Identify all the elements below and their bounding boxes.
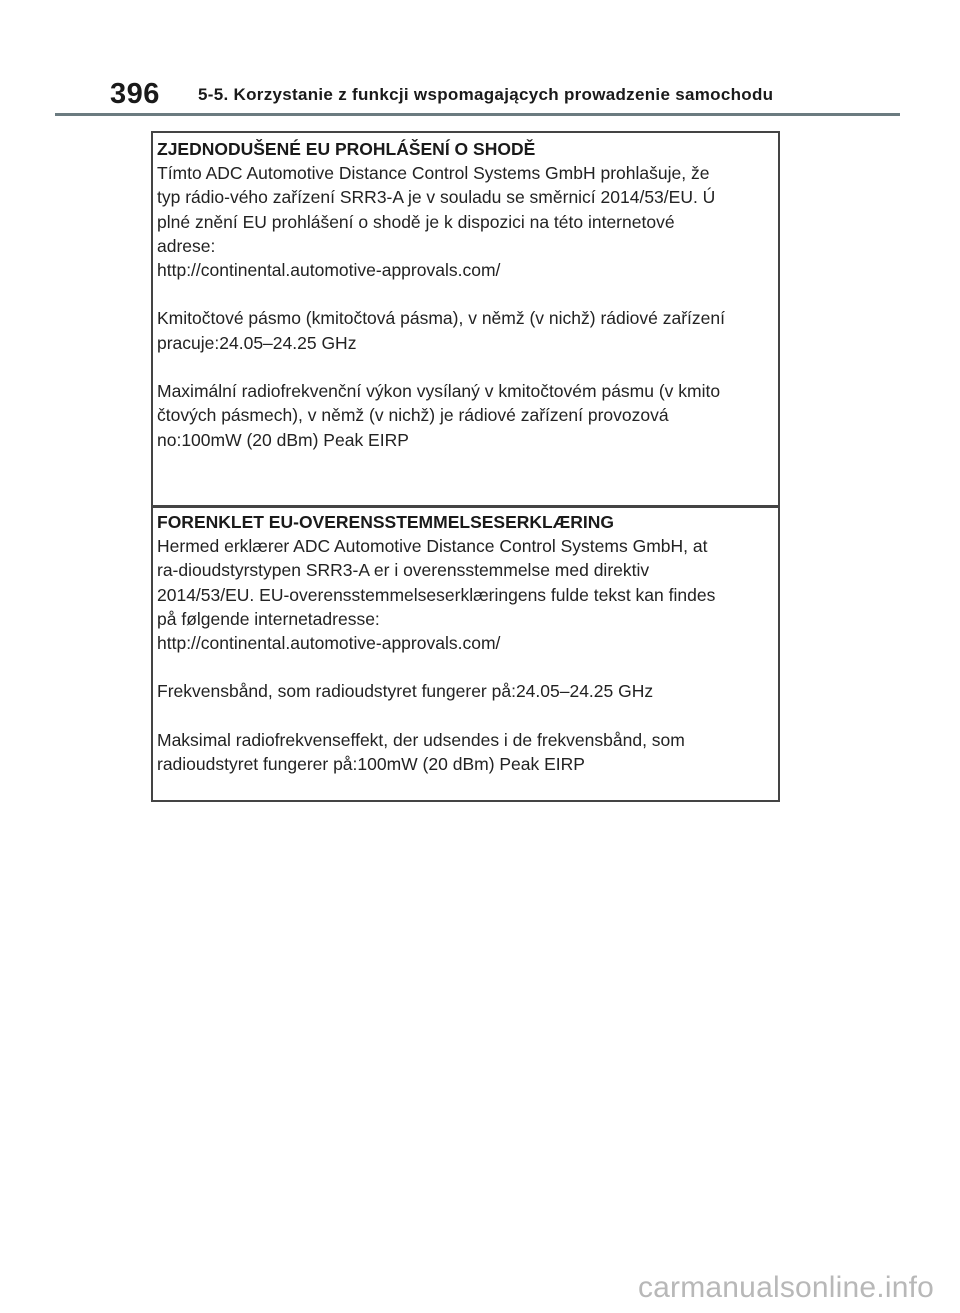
power-line: no:100mW (20 dBm) Peak EIRP xyxy=(157,429,409,450)
declaration-line: Tímto ADC Automotive Distance Control Systems GmbH prohlašuje, že xyxy=(157,163,710,183)
frequency-line: Kmitočtové pásmo (kmitočtová pásma), v němž (v nichž) rádiové zařízení xyxy=(157,308,725,329)
power-line: radioudstyret fungerer på:100mW (20 dBm) Peak EIRP xyxy=(157,754,585,775)
paragraph-spacer xyxy=(157,355,778,379)
declaration-line: adrese: xyxy=(157,235,216,256)
site-watermark: carmanualsonline.info xyxy=(637,1271,934,1304)
declaration-box-danish xyxy=(151,506,780,802)
power-line: čtových pásmech), v němž (v nichž) je rádiové zařízení provozová xyxy=(157,405,669,426)
paragraph-spacer xyxy=(157,282,778,306)
section-title: 5-5. Korzystanie z funkcji wspomagających prowadzenie samochodu xyxy=(198,85,774,104)
header-divider xyxy=(55,113,900,116)
declaration-title: FORENKLET EU-OVERENSSTEMMELSESERKLÆRING xyxy=(157,512,614,532)
declaration-line: Hermed erklærer ADC Automotive Distance Control Systems GmbH, at xyxy=(157,536,708,556)
power-line: Maksimal radiofrekvenseffekt, der udsendes i de frekvensbånd, som xyxy=(157,729,685,750)
approval-url: http://continental.automotive-approvals.com/ xyxy=(157,633,501,654)
page-number: 396 xyxy=(110,78,160,110)
declaration-line: på følgende internetadresse: xyxy=(157,608,380,629)
paragraph-spacer xyxy=(157,655,778,679)
approval-url: http://continental.automotive-approvals.com/ xyxy=(157,260,501,281)
power-line: Maximální radiofrekvenční výkon vysílaný v kmitočtovém pásmu (v kmito xyxy=(157,381,721,402)
frequency-line: pracuje:24.05–24.25 GHz xyxy=(157,332,357,353)
declaration-box-czech xyxy=(151,131,780,507)
frequency-line: Frekvensbånd, som radioudstyret fungerer på:24.05–24.25 GHz xyxy=(157,681,654,702)
declaration-line: ra-dioudstyrstypen SRR3-A er i overensstemmelse med direktiv xyxy=(157,560,650,581)
declaration-line: plné znění EU prohlášení o shodě je k dispozici na této internetové xyxy=(157,211,675,232)
paragraph-spacer xyxy=(157,704,778,728)
declaration-line: 2014/53/EU. EU-overensstemmelseserklæringens fulde tekst kan findes xyxy=(157,584,716,605)
declaration-line: typ rádio-vého zařízení SRR3-A je v souladu se směrnicí 2014/53/EU. Ú xyxy=(157,187,716,208)
page-header xyxy=(110,78,910,112)
declaration-title: ZJEDNODUŠENÉ EU PROHLÁŠENÍ O SHODĚ xyxy=(157,139,536,159)
